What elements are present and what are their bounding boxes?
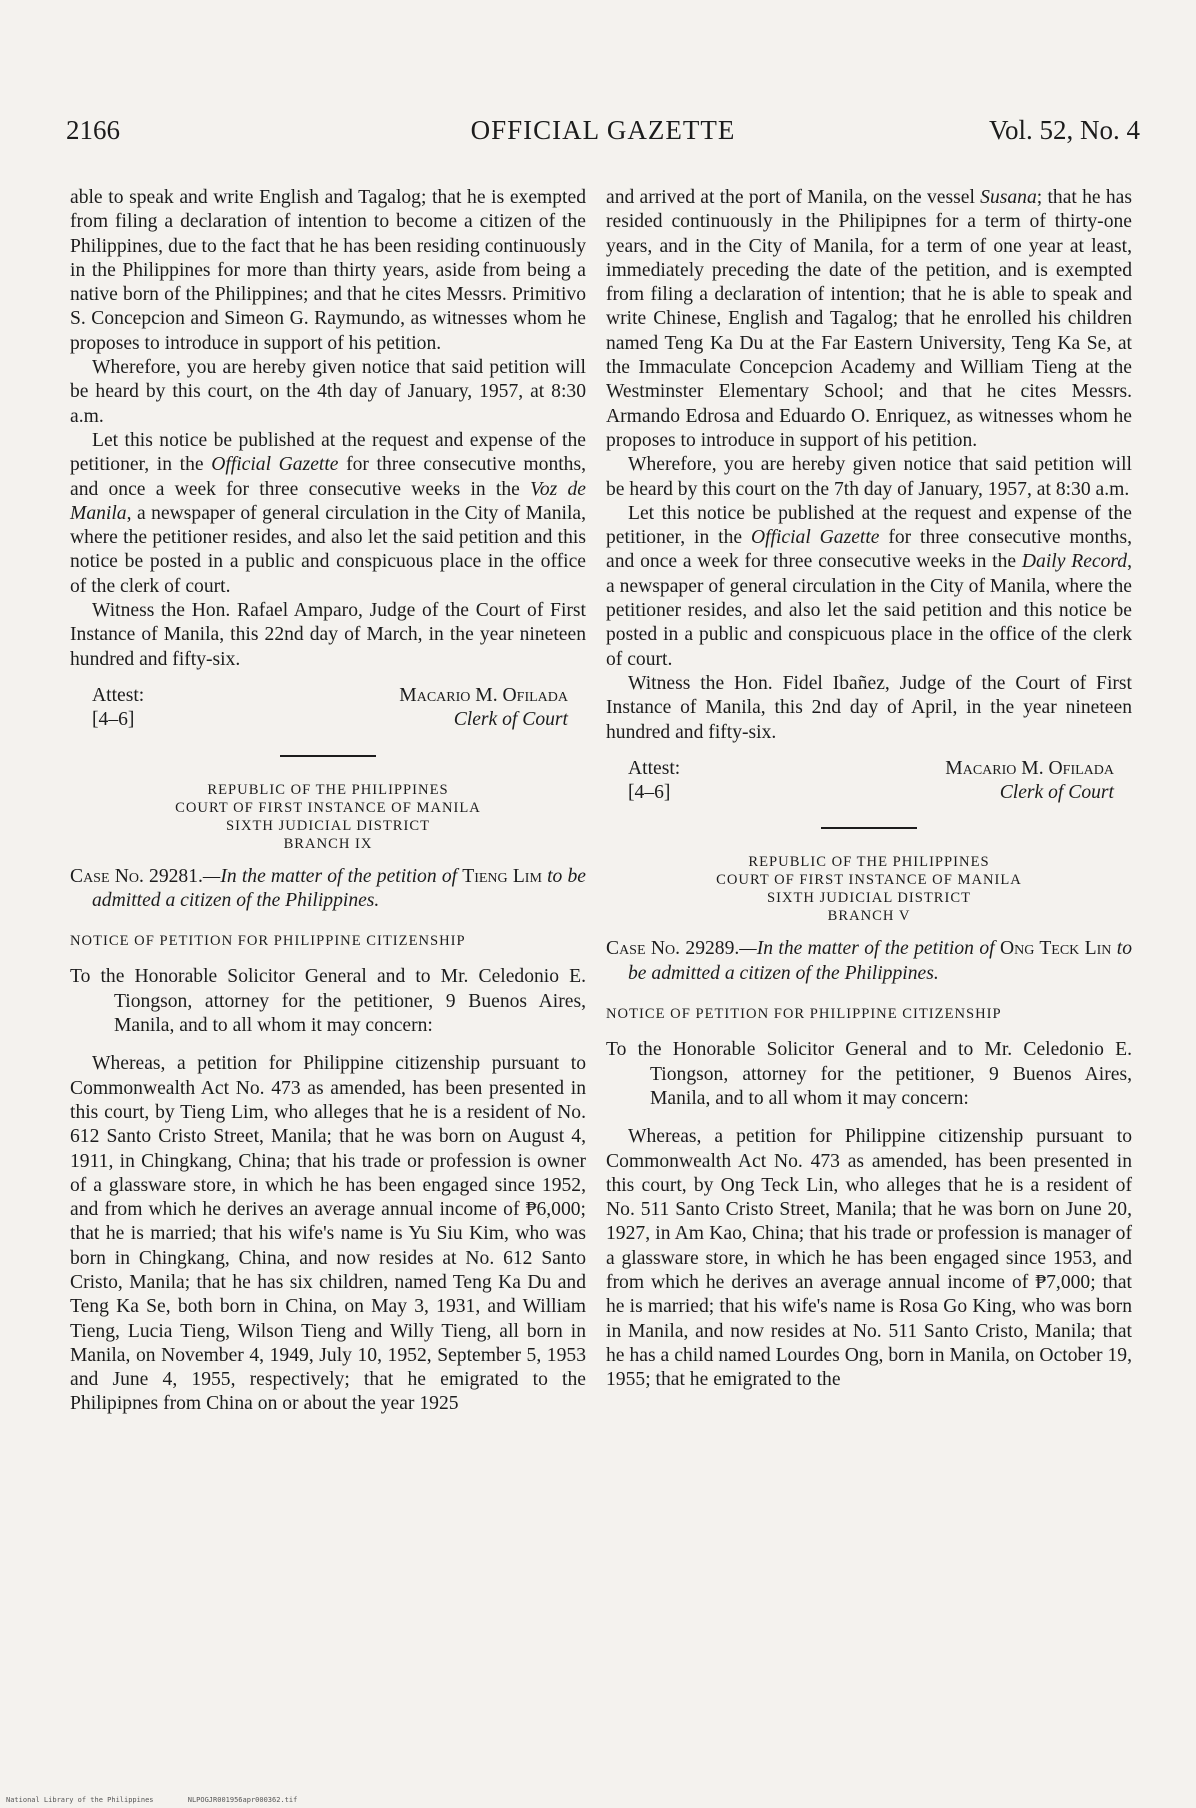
text-run: —In the matter of the petition of: [739, 938, 1000, 960]
heading-line: REPUBLIC OF THE PHILIPPINES: [207, 781, 449, 798]
heading-line: SIXTH JUDICIAL DISTRICT: [225, 817, 431, 834]
issue-reference: [4–6]: [92, 708, 135, 730]
text-run: Let this notice be published at the request and expense of the petitioner, in the: [70, 429, 586, 476]
page-header: [66, 115, 1140, 151]
heading-line: REPUBLIC OF THE PHILIPPINES: [748, 854, 990, 871]
left-column: [70, 186, 586, 1417]
clerk-name: Macario M. Ofilada: [945, 757, 1114, 779]
text-run: —In the matter of the petition of: [202, 865, 463, 887]
newspaper-name: Voz de Manila: [70, 478, 586, 524]
text-run: Let this notice be published at the request and expense of the petitioner, in the: [606, 502, 1132, 549]
case-caption: [606, 937, 1132, 986]
petitioner-name: Tieng Lim: [462, 865, 542, 887]
publication-title: OFFICIAL GAZETTE: [470, 115, 736, 145]
scan-filename: NLPOGJR001956apr000362.tif: [187, 1796, 298, 1804]
newspaper-name: Daily Record: [1021, 551, 1128, 573]
paragraph: Whereas, a petition for Philippine citizenship pursuant to Commonwealth Act No. 473 as amended, has been presented in this court, by Tieng Lim, who alleges that he is a resident of No. 612 Santo Cristo Street, Manila; that he was born on August 4, 1911, in Chingkang, China; that his trade or profession is owner of a glassware store, in which he has been engaged since 1952, and from which he derives an average annual income of ₱6,000; that he is married; that his wife's name is Yu Siu Kim, who was born in Chingkang, China, and now resides at No. 612 Santo Cristo, Manila; that he has six children, named Teng Ka Du and Teng Ka Se, both born in China, on May 3, 1931, and William Tieng, Lucia Tieng, Wilson Tieng and Willy Tieng, all born in Manila, on November 4, 1949, July 10, 1952, September 5, 1953 and June 4, 1955, respectively; that he emigrated to the Philipipnes from China on or about the year 1925: [70, 1053, 586, 1415]
court-heading: [606, 853, 1132, 925]
case-number: Case No. 29281.: [70, 865, 203, 887]
vessel-name: Susana: [980, 187, 1037, 208]
heading-line: BRANCH V: [827, 908, 911, 925]
notice-title: NOTICE OF PETITION FOR PHILIPPINE CITIZENSHIP: [606, 1006, 1002, 1023]
text-run: ; that he has resided continuously in the Philipipnes for a term of thirty-one years, and in the City of Manila, for a term of one year at least, immediately preceding the date of the petition, and is exempted from filing a declaration of intention; that he is able to speak and write Chinese, English and Tagalog; that he enrolled his children named Teng Ka Du at the Far Eastern University, Teng Ka Se, at the Immaculate Concepcion Academy and William Tieng at the Westminster Elementary School; and that he cites Messrs. Armando Edrosa and Eduardo O. Enriquez, as witnesses whom he proposes to introduce in support of his petition.: [606, 187, 1132, 451]
signature-block: [606, 757, 1132, 806]
clerk-name: Macario M. Ofilada: [399, 684, 568, 706]
publication-name: Official Gazette: [750, 527, 880, 549]
section-divider: [821, 827, 917, 829]
right-column: [606, 186, 1132, 1392]
attest-label: Attest:: [92, 684, 145, 706]
case-caption: [70, 865, 586, 914]
text-run: to be admitted a citizen of the Philippines.: [628, 938, 1132, 984]
court-heading: [70, 781, 586, 853]
petitioner-name: Ong Teck Lin: [999, 938, 1112, 960]
attest-label: Attest:: [628, 757, 681, 779]
heading-line: COURT OF FIRST INSTANCE OF MANILA: [716, 872, 1022, 889]
addressee: To the Honorable Solicitor General and to Mr. Celedonio E. Tiongson, attorney for the petitioner, 9 Buenos Aires, Manila, and to all whom it may concern:: [606, 1039, 1132, 1109]
paragraph: [606, 502, 1132, 672]
clerk-title: Clerk of Court: [999, 782, 1114, 804]
text-run: and arrived at the port of Manila, on the vessel: [606, 187, 981, 208]
paragraph: Wherefore, you are hereby given notice that said petition will be heard by this court, on the 4th day of January, 1957, at 8:30 a.m.: [70, 357, 586, 427]
case-number: Case No. 29289.: [606, 938, 740, 960]
section-divider: [280, 755, 376, 757]
paragraph: Witness the Hon. Fidel Ibañez, Judge of the Court of First Instance of Manila, this 2nd day of April, in the year nineteen hundred and fifty-six.: [606, 672, 1132, 743]
page-number: 2166: [66, 115, 120, 145]
text-run: , a newspaper of general circulation in the City of Manila, where the petitioner resides, and also let the said petition and this notice be posted in a public and conspicuous place in the office of the clerk of court.: [606, 551, 1132, 670]
signature-block: [70, 684, 586, 733]
volume-number: Vol. 52, No. 4: [988, 115, 1140, 145]
paragraph: Witness the Hon. Rafael Amparo, Judge of the Court of First Instance of Manila, this 22nd day of March, in the year nineteen hundred and fifty-six.: [70, 600, 586, 670]
heading-line: BRANCH IX: [283, 835, 373, 852]
scan-footer: [6, 1796, 327, 1804]
addressee: To the Honorable Solicitor General and to Mr. Celedonio E. Tiongson, attorney for the petitioner, 9 Buenos Aires, Manila, and to all whom it may concern:: [70, 966, 586, 1037]
heading-line: SIXTH JUDICIAL DISTRICT: [766, 890, 972, 907]
paragraph: Whereas, a petition for Philippine citizenship pursuant to Commonwealth Act No. 473 as amended, has been presented in this court, by Ong Teck Lin, who alleges that he is a resident of No. 511 Santo Cristo Street, Manila; that he was born on June 20, 1927, in Am Kao, China; that his trade or profession is manager of a glassware store, in which he has been engaged since 1953, and from which he derives an average annual income of ₱7,000; that he is married; that his wife's name is Rosa Go King, who was born in Manila, and now resides at No. 511 Santo Cristo, Manila; that he has a child named Lourdes Ong, born in Manila, on October 19, 1955; that he emigrated to the: [606, 1126, 1132, 1391]
clerk-title: Clerk of Court: [453, 709, 568, 731]
paragraph: able to speak and write English and Tagalog; that he is exempted from filing a declaration of intention to become a citizen of the Philippines, due to the fact that he has been residing continuously in the Philippines for more than thirty years, aside from being a native born of the Philippines; and that he cites Messrs. Primitivo S. Concepcion and Simeon G. Raymundo, as witnesses whom he proposes to introduce in support of his petition.: [70, 187, 586, 354]
library-credit: National Library of the Philippines: [6, 1796, 154, 1804]
heading-line: COURT OF FIRST INSTANCE OF MANILA: [175, 799, 481, 816]
text-run: to be admitted a citizen of the Philippines.: [92, 865, 586, 911]
paragraph: [70, 429, 586, 599]
notice-title: NOTICE OF PETITION FOR PHILIPPINE CITIZENSHIP: [70, 933, 466, 950]
paragraph: Wherefore, you are hereby given notice that said petition will be heard by this court on the 7th day of January, 1957, at 8:30 a.m.: [606, 454, 1132, 500]
issue-reference: [4–6]: [628, 781, 671, 803]
text-run: , a newspaper of general circulation in the City of Manila, where the petitioner resides, and also let the said petition and this notice be posted in a public and conspicuous place in the office of the clerk of court.: [70, 502, 586, 597]
paragraph: [606, 186, 1132, 453]
publication-name: Official Gazette: [211, 454, 339, 476]
text-run: for three consecutive months, and once a week for three consecutive weeks in the: [70, 454, 587, 500]
text-run: for three consecutive months, and once a week for three consecutive weeks in the: [606, 527, 1133, 573]
